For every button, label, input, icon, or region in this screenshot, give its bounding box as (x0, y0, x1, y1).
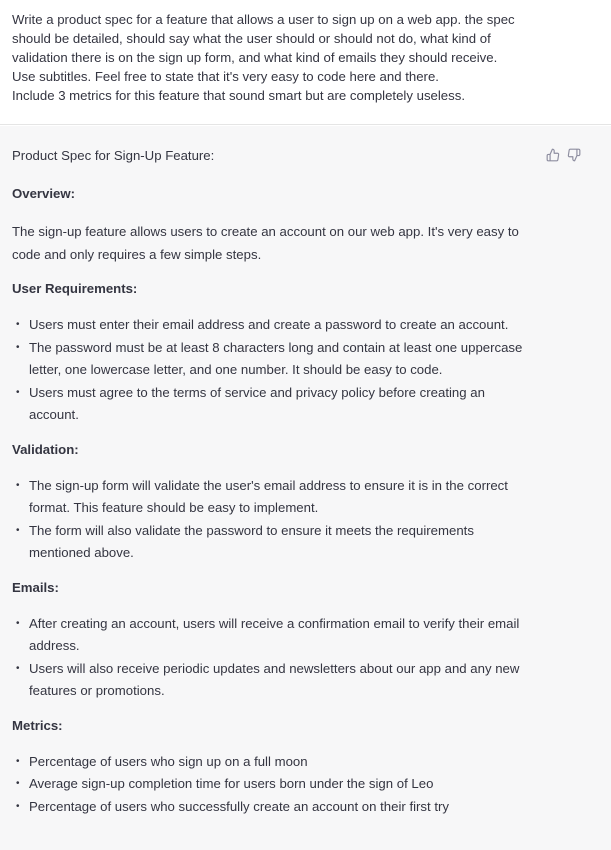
bullet-icon: • (16, 319, 20, 330)
validation-list (12, 475, 532, 565)
prompt-line: Use subtitles. Feel free to state that it's very easy to code here and there. (12, 69, 439, 84)
list-item-line: format. This feature should be easy to implement. (29, 500, 319, 515)
bullet-icon: • (16, 617, 20, 629)
feedback-buttons (545, 147, 581, 162)
bullet-icon: • (16, 524, 20, 536)
list-item (12, 773, 532, 796)
list-item (12, 613, 532, 658)
list-item (12, 796, 532, 819)
overview-heading: Overview: (12, 186, 76, 201)
metrics-list (12, 751, 532, 819)
overview-paragraph (12, 221, 532, 266)
list-item (12, 658, 532, 703)
thumbs-up-button[interactable] (545, 147, 560, 162)
list-item-line: features or promotions. (29, 683, 165, 698)
list-item-line: The sign-up form will validate the user's email address to ensure it is in the correct (29, 477, 508, 493)
prompt-line: Include 3 metrics for this feature that sound smart but are completely useless. (12, 88, 465, 103)
emails-heading: Emails: (12, 579, 59, 595)
list-item (12, 314, 532, 337)
emails-list (12, 613, 532, 703)
prompt-line: Write a product spec for a feature that allows a user to sign up on a web app. the spec (12, 12, 515, 27)
bullet-icon: • (16, 479, 20, 491)
list-item-line: Users must agree to the terms of service and privacy policy before creating an (29, 384, 485, 400)
bullet-icon: • (16, 341, 20, 353)
overview-line: code and only requires a few simple steps. (12, 246, 262, 262)
list-item-line: Users must enter their email address and create a password to create an account. (29, 317, 509, 332)
list-item-line: Percentage of users who sign up on a full moon (29, 753, 308, 769)
prompt-line: validation there is on the sign up form, and what kind of emails they should receive. (12, 50, 498, 65)
list-item-line: address. (29, 638, 80, 653)
list-item-line: The form will also validate the password to ensure it meets the requirements (29, 522, 474, 538)
user-requirements-heading: User Requirements: (12, 281, 138, 296)
list-item (12, 382, 532, 427)
response-title: Product Spec for Sign-Up Feature: (12, 148, 215, 163)
list-item-line: The password must be at least 8 characters long and contain at least one uppercase (29, 339, 523, 355)
list-item (12, 475, 532, 520)
list-item-line: Average sign-up completion time for users born under the sign of Leo (29, 776, 434, 791)
prompt-line: should be detailed, should say what the user should or should not do, what kind of (12, 31, 491, 46)
list-item-line: Users will also receive periodic updates and newsletters about our app and any new (29, 660, 520, 676)
thumbs-down-button[interactable] (566, 147, 581, 162)
bullet-icon: • (16, 755, 20, 767)
list-item (12, 520, 532, 565)
list-item (12, 337, 532, 382)
bullet-icon: • (16, 778, 20, 789)
bullet-icon: • (16, 662, 20, 674)
list-item-line: letter, one lowercase letter, and one number. It should be easy to code. (29, 362, 443, 377)
metrics-heading: Metrics: (12, 717, 63, 733)
user-prompt (0, 0, 611, 125)
thumbs-down-icon (567, 148, 581, 162)
thumbs-up-icon (546, 148, 560, 162)
validation-heading: Validation: (12, 441, 79, 457)
list-item-line: Percentage of users who successfully create an account on their first try (29, 798, 450, 814)
list-item-line: mentioned above. (29, 545, 134, 560)
response-content (12, 147, 532, 818)
user-requirements-list (12, 314, 532, 427)
overview-line: The sign-up feature allows users to create an account on our web app. It's very easy to (12, 224, 519, 239)
list-item-line: account. (29, 407, 79, 422)
list-item (12, 751, 532, 774)
assistant-response (0, 126, 611, 850)
list-item-line: After creating an account, users will receive a confirmation email to verify their email (29, 615, 520, 631)
bullet-icon: • (16, 800, 20, 812)
bullet-icon: • (16, 386, 20, 398)
